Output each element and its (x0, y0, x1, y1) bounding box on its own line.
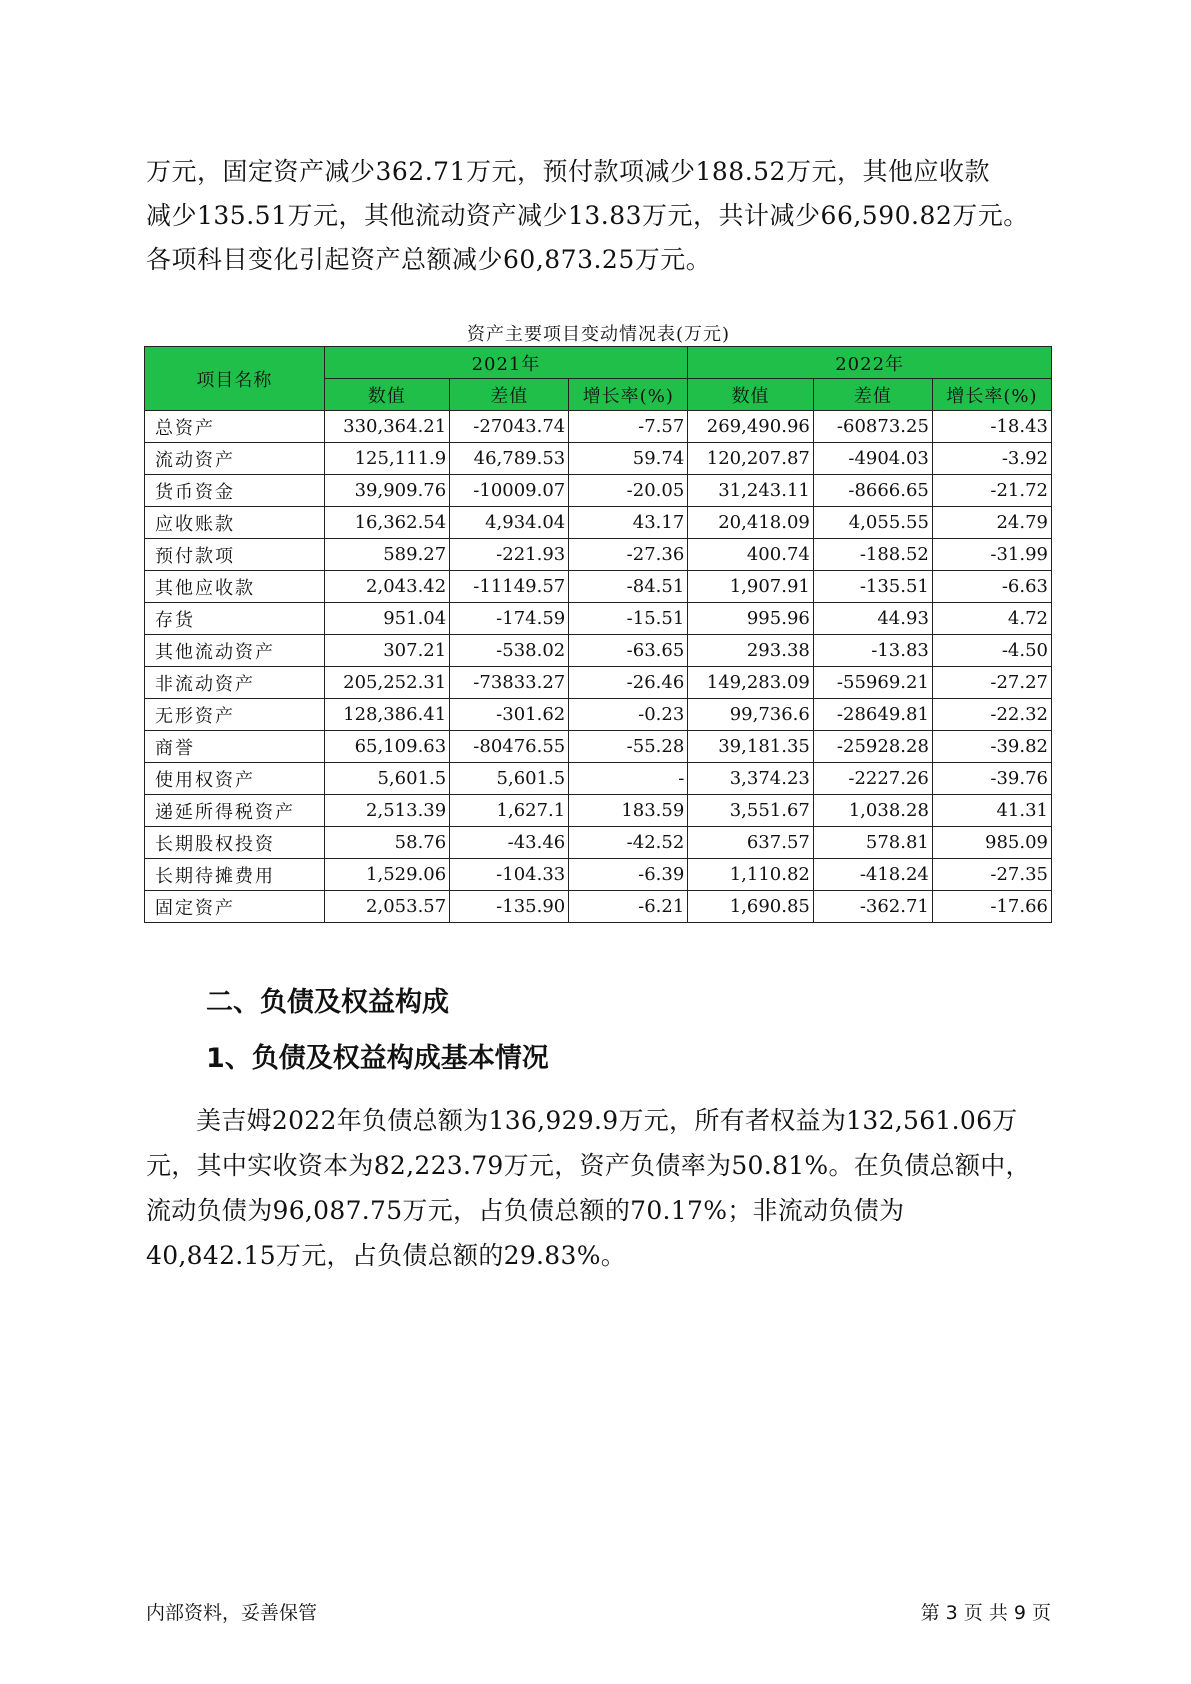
table-cell: 39,909.76 (324, 475, 450, 507)
intro-paragraph (146, 150, 1051, 282)
table-cell: -10009.07 (450, 475, 569, 507)
table-cell: 637.57 (688, 827, 814, 859)
table-cell: 1,907.91 (688, 571, 814, 603)
table-cell: -84.51 (569, 571, 688, 603)
table-cell: 39,181.35 (688, 731, 814, 763)
table-row (145, 827, 1052, 859)
table-cell: 985.09 (932, 827, 1051, 859)
table-cell: -31.99 (932, 539, 1051, 571)
table-cell: 4,934.04 (450, 507, 569, 539)
table-cell: -0.23 (569, 699, 688, 731)
row-label: 长期待摊费用 (145, 859, 325, 891)
col-header-year-2022: 2022年 (688, 347, 1052, 379)
table-cell: 46,789.53 (450, 443, 569, 475)
table-cell: -538.02 (450, 635, 569, 667)
table-cell: -27.36 (569, 539, 688, 571)
table-cell: 128,386.41 (324, 699, 450, 731)
row-label: 总资产 (145, 411, 325, 443)
table-body (145, 411, 1052, 923)
table-cell: -221.93 (450, 539, 569, 571)
table-cell: 120,207.87 (688, 443, 814, 475)
table-cell: 293.38 (688, 635, 814, 667)
section-heading: 二、负债及权益构成 (206, 987, 449, 1018)
table-cell: -27043.74 (450, 411, 569, 443)
table-cell: -15.51 (569, 603, 688, 635)
table-cell: -4.50 (932, 635, 1051, 667)
table-row (145, 571, 1052, 603)
table-row (145, 699, 1052, 731)
row-label: 货币资金 (145, 475, 325, 507)
table-cell: 1,690.85 (688, 891, 814, 923)
col-header-value: 数值 (324, 379, 450, 411)
table-cell: 578.81 (813, 827, 932, 859)
row-label: 商誉 (145, 731, 325, 763)
table-cell: -135.90 (450, 891, 569, 923)
row-label: 固定资产 (145, 891, 325, 923)
table-cell: 5,601.5 (450, 763, 569, 795)
subsection-heading: 1、负债及权益构成基本情况 (206, 1043, 549, 1074)
table-cell: 330,364.21 (324, 411, 450, 443)
table-cell: - (569, 763, 688, 795)
table-cell: 24.79 (932, 507, 1051, 539)
table-cell: 1,038.28 (813, 795, 932, 827)
table-cell: 205,252.31 (324, 667, 450, 699)
intro-line: 各项科目变化引起资产总额减少60,873.25万元。 (146, 245, 712, 274)
table-row (145, 475, 1052, 507)
table-cell: 400.74 (688, 539, 814, 571)
table-cell: -63.65 (569, 635, 688, 667)
table-cell: 995.96 (688, 603, 814, 635)
asset-change-table (144, 346, 1052, 923)
row-label: 无形资产 (145, 699, 325, 731)
table-cell: -21.72 (932, 475, 1051, 507)
table-row (145, 731, 1052, 763)
liability-paragraph (146, 1098, 1051, 1278)
table-cell: 149,283.09 (688, 667, 814, 699)
row-label: 存货 (145, 603, 325, 635)
table-cell: -18.43 (932, 411, 1051, 443)
table-cell: 1,627.1 (450, 795, 569, 827)
table-cell: -4904.03 (813, 443, 932, 475)
table-cell: -22.32 (932, 699, 1051, 731)
table-cell: -27.27 (932, 667, 1051, 699)
row-label: 递延所得税资产 (145, 795, 325, 827)
table-row (145, 859, 1052, 891)
table-cell: -11149.57 (450, 571, 569, 603)
row-label: 预付款项 (145, 539, 325, 571)
row-label: 非流动资产 (145, 667, 325, 699)
row-label: 流动资产 (145, 443, 325, 475)
col-header-item-name: 项目名称 (145, 347, 325, 411)
table-row (145, 763, 1052, 795)
table-cell: 2,513.39 (324, 795, 450, 827)
table-cell: 269,490.96 (688, 411, 814, 443)
table-cell: 3,551.67 (688, 795, 814, 827)
table-cell: -60873.25 (813, 411, 932, 443)
table-cell: 41.31 (932, 795, 1051, 827)
table-cell: -135.51 (813, 571, 932, 603)
col-header-year-2021: 2021年 (324, 347, 688, 379)
table-row (145, 443, 1052, 475)
table-cell: 20,418.09 (688, 507, 814, 539)
body-line: 美吉姆2022年负债总额为136,929.9万元，所有者权益为132,561.06万 (196, 1106, 1018, 1135)
footer-confidential-note: 内部资料，妥善保管 (146, 1602, 318, 1624)
table-cell: 4,055.55 (813, 507, 932, 539)
table-cell: -55969.21 (813, 667, 932, 699)
body-line: 流动负债为96,087.75万元，占负债总额的70.17%；非流动负债为 (146, 1196, 905, 1225)
table-cell: -27.35 (932, 859, 1051, 891)
table-cell: 951.04 (324, 603, 450, 635)
table-cell: 1,110.82 (688, 859, 814, 891)
table-cell: 3,374.23 (688, 763, 814, 795)
table-row (145, 891, 1052, 923)
table-cell: -174.59 (450, 603, 569, 635)
table-row (145, 539, 1052, 571)
table-cell: -301.62 (450, 699, 569, 731)
table-cell: 99,736.6 (688, 699, 814, 731)
table-cell: -2227.26 (813, 763, 932, 795)
table-cell: -42.52 (569, 827, 688, 859)
table-row (145, 667, 1052, 699)
row-label: 其他应收款 (145, 571, 325, 603)
table-cell: -6.39 (569, 859, 688, 891)
table-cell: -39.76 (932, 763, 1051, 795)
table-cell: 4.72 (932, 603, 1051, 635)
table-cell: -80476.55 (450, 731, 569, 763)
col-header-value: 数值 (688, 379, 814, 411)
table-cell: -39.82 (932, 731, 1051, 763)
table-cell: 31,243.11 (688, 475, 814, 507)
table-cell: 2,043.42 (324, 571, 450, 603)
table-cell: 43.17 (569, 507, 688, 539)
footer-page-number: 第 3 页 共 9 页 (920, 1602, 1051, 1624)
table-cell: 59.74 (569, 443, 688, 475)
table-cell: -26.46 (569, 667, 688, 699)
col-header-difference: 差值 (813, 379, 932, 411)
row-label: 使用权资产 (145, 763, 325, 795)
table-cell: 5,601.5 (324, 763, 450, 795)
table-cell: -6.63 (932, 571, 1051, 603)
table-cell: 1,529.06 (324, 859, 450, 891)
table-cell: -104.33 (450, 859, 569, 891)
table-cell: -8666.65 (813, 475, 932, 507)
row-label: 长期股权投资 (145, 827, 325, 859)
table-cell: -6.21 (569, 891, 688, 923)
table-row (145, 635, 1052, 667)
col-header-difference: 差值 (450, 379, 569, 411)
table-cell: 16,362.54 (324, 507, 450, 539)
table-cell: 58.76 (324, 827, 450, 859)
table-cell: -7.57 (569, 411, 688, 443)
body-line: 40,842.15万元，占负债总额的29.83%。 (146, 1241, 627, 1270)
table-cell: 44.93 (813, 603, 932, 635)
table-row (145, 507, 1052, 539)
table-cell: 125,111.9 (324, 443, 450, 475)
table-cell: 307.21 (324, 635, 450, 667)
col-header-growth-rate: 增长率(%) (569, 379, 688, 411)
table-cell: 65,109.63 (324, 731, 450, 763)
intro-line: 减少135.51万元，其他流动资产减少13.83万元，共计减少66,590.82万元。 (146, 201, 1029, 230)
row-label: 应收账款 (145, 507, 325, 539)
table-cell: -362.71 (813, 891, 932, 923)
table-cell: -20.05 (569, 475, 688, 507)
row-label: 其他流动资产 (145, 635, 325, 667)
table-cell: 2,053.57 (324, 891, 450, 923)
table-row (145, 795, 1052, 827)
col-header-growth-rate: 增长率(%) (932, 379, 1051, 411)
table-cell: -25928.28 (813, 731, 932, 763)
table-cell: 589.27 (324, 539, 450, 571)
table-row (145, 603, 1052, 635)
table-cell: -73833.27 (450, 667, 569, 699)
table-caption: 资产主要项目变动情况表(万元) (466, 324, 731, 345)
table-cell: -188.52 (813, 539, 932, 571)
table-cell: -3.92 (932, 443, 1051, 475)
intro-line: 万元，固定资产减少362.71万元，预付款项减少188.52万元，其他应收款 (146, 157, 990, 186)
table-cell: -17.66 (932, 891, 1051, 923)
table-cell: -43.46 (450, 827, 569, 859)
table-cell: 183.59 (569, 795, 688, 827)
table-cell: -13.83 (813, 635, 932, 667)
table-cell: -418.24 (813, 859, 932, 891)
table-cell: -28649.81 (813, 699, 932, 731)
body-line: 元，其中实收资本为82,223.79万元，资产负债率为50.81%。在负债总额中， (146, 1151, 1031, 1180)
table-cell: -55.28 (569, 731, 688, 763)
table-row (145, 411, 1052, 443)
